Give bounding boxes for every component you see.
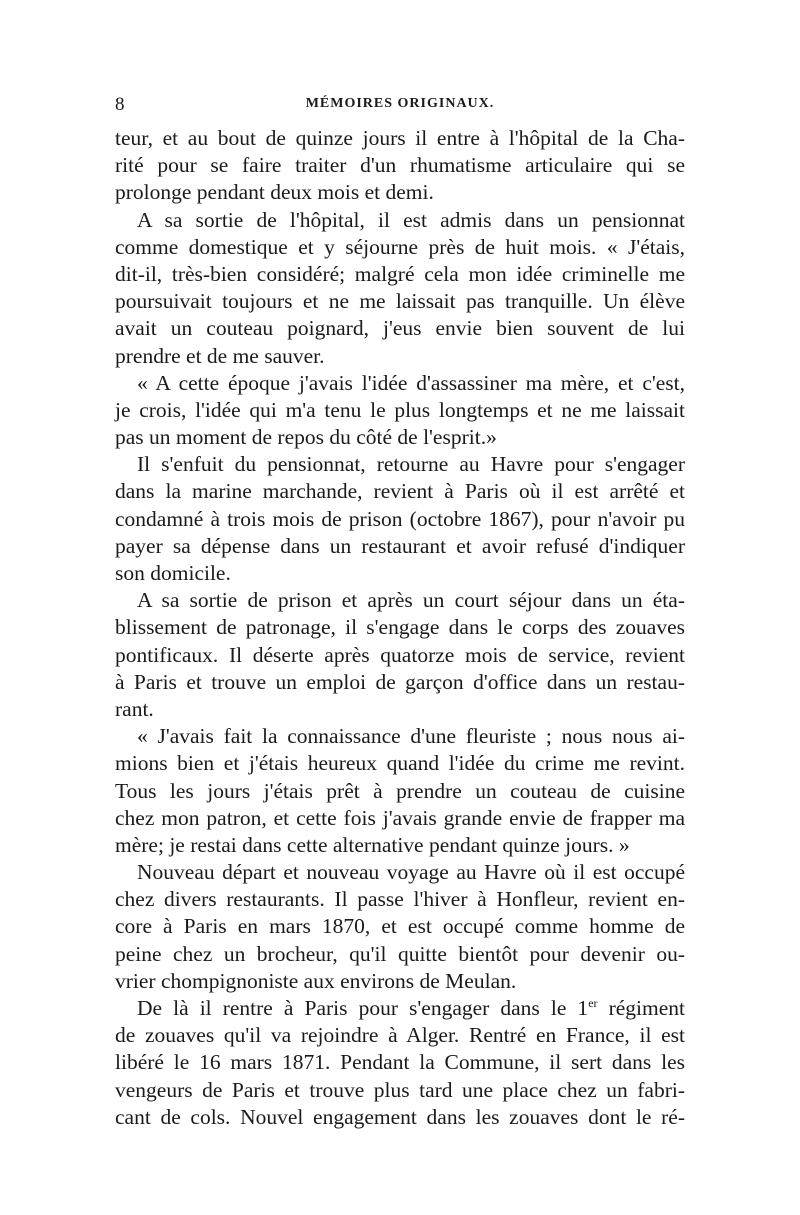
body-text [115, 125, 685, 1131]
text-line: mions bien et j'étais heureux quand l'idée du crime me revint. [115, 751, 685, 776]
paragraph [115, 451, 685, 587]
text-line: pas un moment de repos du côté de l'esprit.» [115, 425, 497, 450]
text-line: teur, et au bout de quinze jours il entre à l'hôpital de la Cha- [115, 126, 685, 150]
text-line: libéré le 16 mars 1871. Pendant la Commune, il sert dans les [115, 1050, 685, 1075]
paragraph [115, 207, 685, 370]
ordinal-superscript: er [588, 996, 598, 1010]
text-line: rant. [115, 696, 154, 721]
text-line: core à Paris en mars 1870, et est occupé comme homme de [115, 914, 685, 939]
paragraph [115, 723, 685, 859]
text-line: blissement de patronage, il s'engage dans le corps des zouaves [115, 615, 685, 640]
text-segment: De là il rentre à Paris pour s'engager dans le 1 [137, 996, 589, 1020]
text-line: vrier chompignoniste aux environs de Meulan. [115, 968, 517, 993]
text-line: vengeurs de Paris et trouve plus tard une place chez un fabri- [115, 1077, 685, 1102]
text-line: de zouaves qu'il va rejoindre à Alger. Rentré en France, il est [115, 1023, 685, 1048]
text-line: chez mon patron, et cette fois j'avais grande envie de frapper ma [115, 805, 685, 830]
text-line: Nouveau départ et nouveau voyage au Havre où il est occupé [137, 860, 685, 885]
text-line: comme domestique et y séjourne près de huit mois. « J'étais, [115, 234, 685, 259]
text-line: « J'avais fait la connaissance d'une fleuriste ; nous nous ai- [137, 724, 685, 749]
text-line: à Paris et trouve un emploi de garçon d'office dans un restau- [115, 669, 685, 694]
paragraph [115, 859, 685, 995]
text-line: mère; je restai dans cette alternative pendant quinze jours. » [115, 832, 630, 857]
text-line: dit-il, très-bien considéré; malgré cela mon idée criminelle me [115, 261, 685, 286]
text-line: pontificaux. Il déserte après quatorze mois de service, revient [115, 642, 685, 667]
text-line: avait un couteau poignard, j'eus envie bien souvent de lui [115, 316, 685, 341]
text-line: cant de cols. Nouvel engagement dans les zouaves dont le ré- [115, 1104, 685, 1129]
running-title: MÉMOIRES ORIGINAUX. [305, 96, 495, 111]
text-line: poursuivait toujours et ne me laissait pas tranquille. Un élève [115, 289, 685, 314]
text-line: peine chez un brocheur, qu'il quitte bientôt pour devenir ou- [115, 941, 685, 966]
text-line: chez divers restaurants. Il passe l'hiver à Honfleur, revient en- [115, 887, 685, 912]
text-line: dans la marine marchande, revient à Paris où il est arrêté et [115, 479, 685, 504]
text-line: condamné à trois mois de prison (octobre 1867), pour n'avoir pu [115, 506, 685, 531]
text-line: « A cette époque j'avais l'idée d'assassiner ma mère, et c'est, [137, 370, 685, 395]
text-line: payer sa dépense dans un restaurant et avoir refusé d'indiquer [115, 533, 685, 558]
text-line: A sa sortie de prison et après un court séjour dans un éta- [137, 588, 685, 613]
text-line: Tous les jours j'étais prêt à prendre un couteau de cuisine [115, 778, 685, 803]
paragraph [115, 995, 685, 1131]
text-line: rité pour se faire traiter d'un rhumatisme articulaire qui se [115, 153, 685, 178]
text-line: je crois, l'idée qui m'a tenu le plus longtemps et ne me laissait [115, 397, 685, 422]
text-line [115, 995, 685, 1022]
paragraph [115, 370, 685, 452]
page-number: 8 [115, 94, 125, 115]
running-head [115, 94, 685, 116]
paragraph [115, 587, 685, 723]
text-line: son domicile. [115, 561, 231, 585]
text-line: A sa sortie de l'hôpital, il est admis dans un pensionnat [137, 207, 685, 232]
text-line: prolonge pendant deux mois et demi. [115, 180, 434, 205]
text-line: Il s'enfuit du pensionnat, retourne au Havre pour s'engager [137, 452, 685, 477]
paragraph [115, 125, 685, 207]
text-line: prendre et de me sauver. [115, 343, 325, 368]
text-segment: régiment [597, 996, 685, 1020]
